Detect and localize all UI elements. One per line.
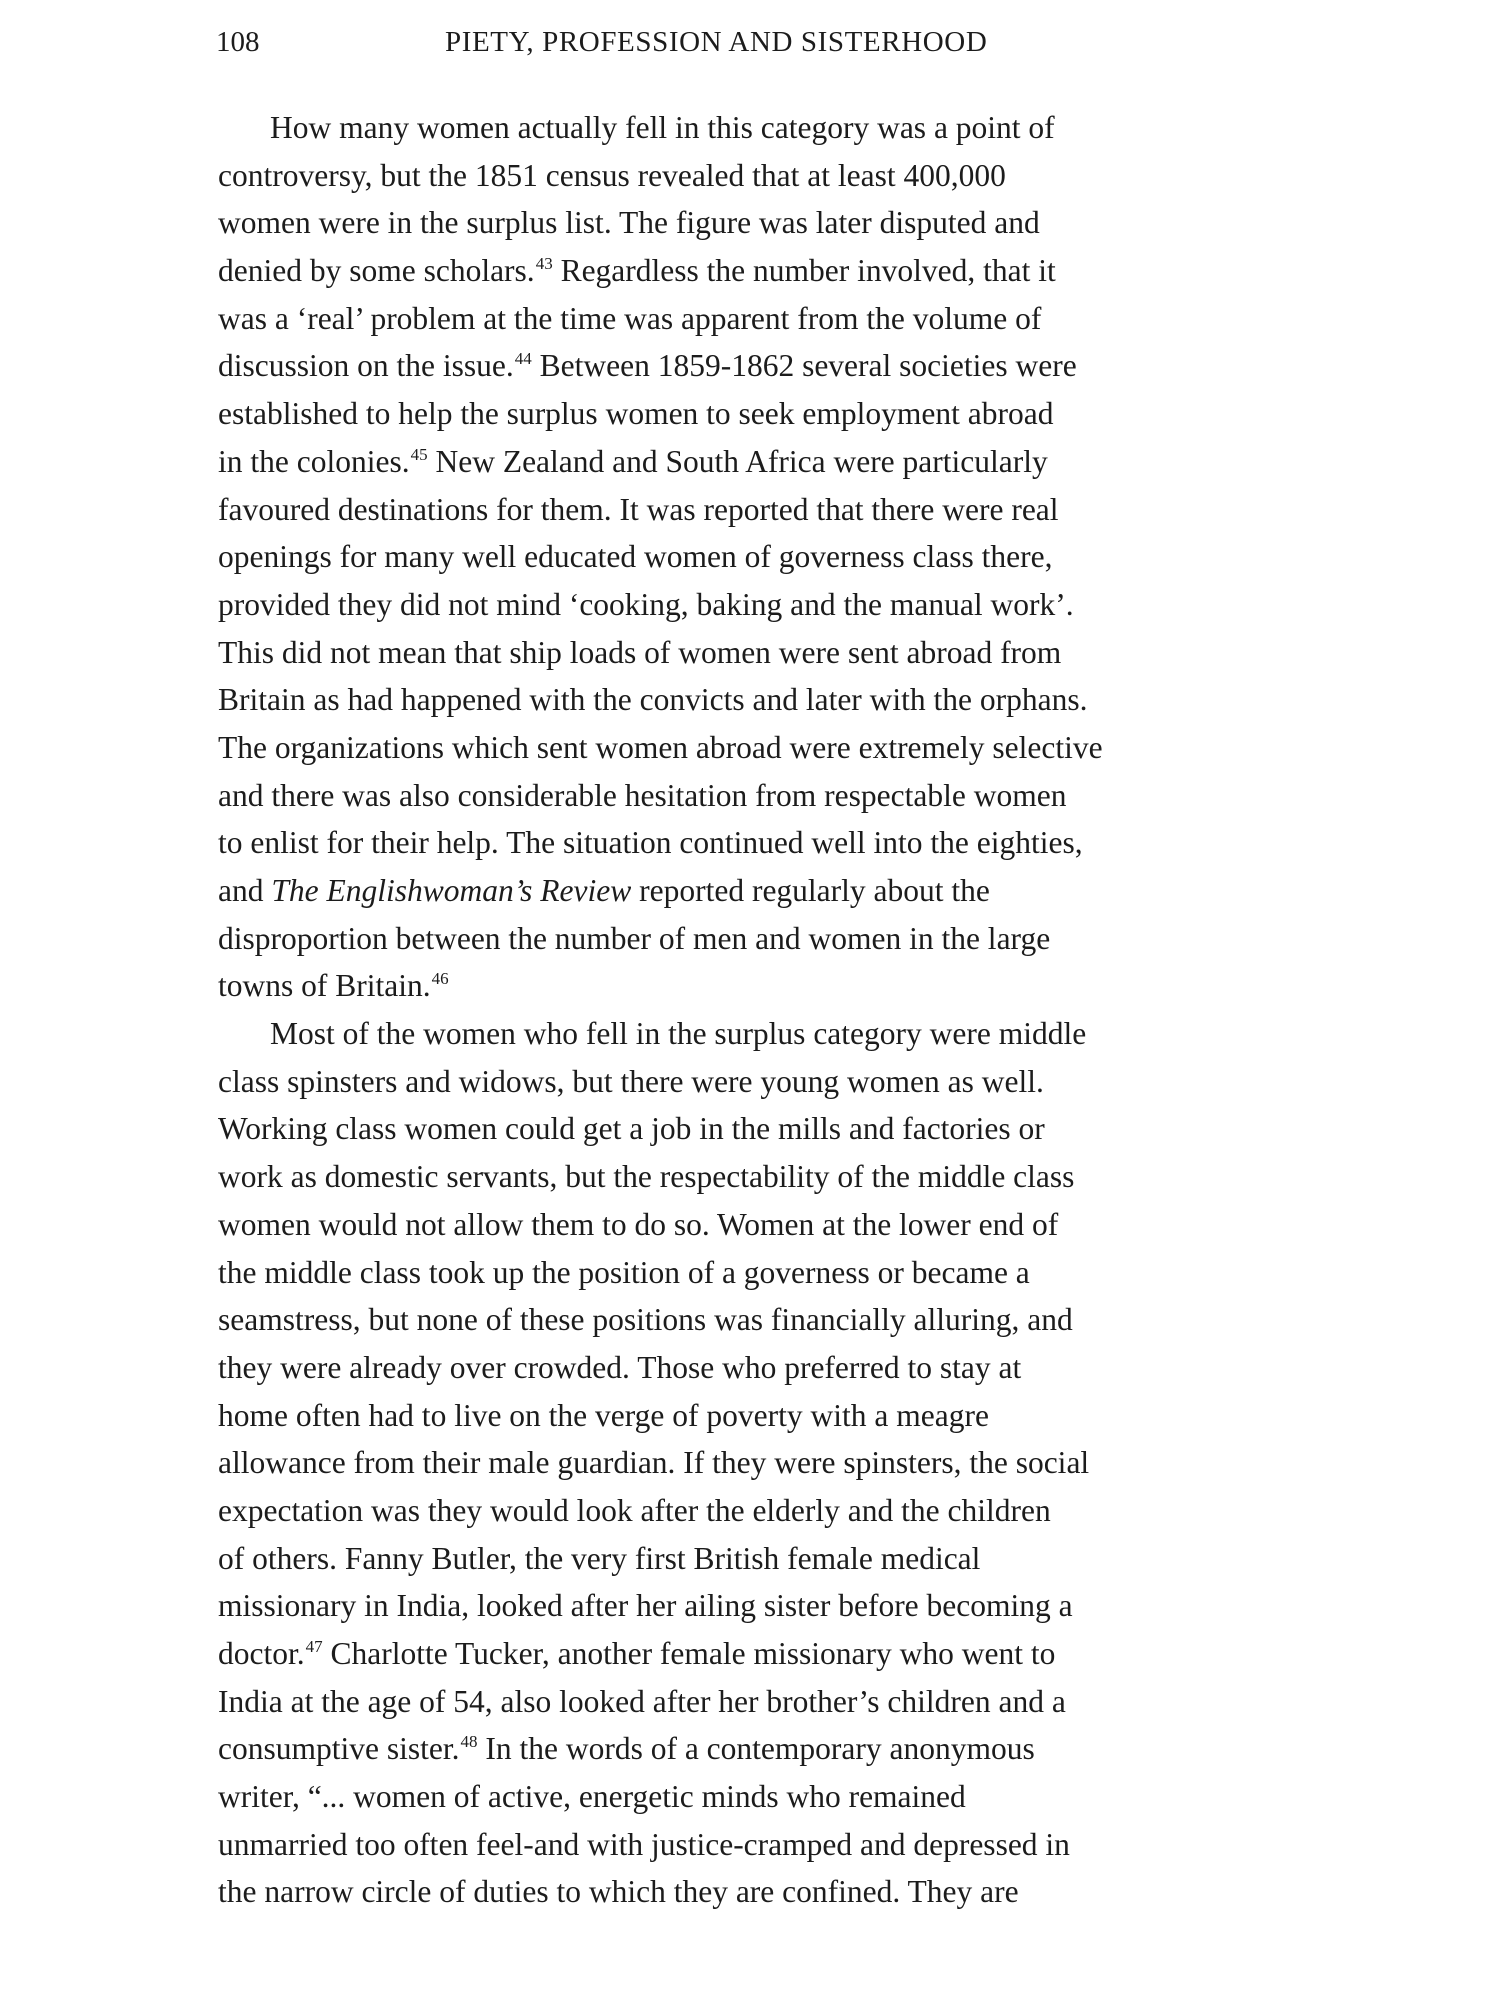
text-line	[218, 1725, 1273, 1773]
footnote-ref: 46	[431, 969, 449, 989]
text-line	[218, 486, 1273, 534]
text-line	[218, 1201, 1273, 1249]
text-segment: Between 1859-1862 several societies were	[531, 348, 1077, 384]
text-segment: favoured destinations for them. It was reported that there were real	[218, 491, 1059, 527]
text-segment: Regardless the number involved, that it	[552, 253, 1056, 289]
text-segment: This did not mean that ship loads of women were sent abroad from	[218, 634, 1062, 670]
text-segment: class spinsters and widows, but there were young women as well.	[218, 1063, 1044, 1099]
footnote-ref: 43	[535, 254, 553, 274]
text-line	[218, 199, 1273, 247]
text-line	[218, 1773, 1273, 1821]
text-line	[218, 533, 1273, 581]
text-segment: writer, “... women of active, energetic minds who remained	[218, 1779, 966, 1815]
text-segment: expectation was they would look after the elderly and the children	[218, 1492, 1051, 1528]
text-segment: seamstress, but none of these positions was financially alluring, and	[218, 1302, 1073, 1338]
text-line	[218, 1249, 1273, 1297]
text-segment: Britain as had happened with the convicts and later with the orphans.	[218, 682, 1088, 718]
text-line	[218, 962, 1273, 1010]
footnote-ref: 48	[460, 1732, 478, 1752]
text-segment: openings for many well educated women of governess class there,	[218, 539, 1053, 575]
text-segment: they were already over crowded. Those who preferred to stay at	[218, 1349, 1022, 1385]
text-segment: established to help the surplus women to seek employment abroad	[218, 396, 1054, 432]
text-segment: New Zealand and South Africa were particularly	[427, 443, 1048, 479]
text-segment: doctor.	[218, 1636, 305, 1671]
footnote-ref: 45	[410, 444, 428, 464]
text-line	[218, 104, 1273, 152]
text-line	[218, 1010, 1273, 1058]
text-segment: denied by some scholars.	[218, 253, 535, 289]
text-line	[218, 152, 1273, 200]
text-line	[218, 1344, 1273, 1392]
text-line	[218, 1058, 1273, 1106]
text-segment: controversy, but the 1851 census revealed that at least 400,000	[218, 157, 1006, 193]
text-segment: reported regularly about the	[631, 873, 990, 908]
text-segment: work as domestic servants, but the respectability of the middle class	[218, 1159, 1075, 1195]
text-line	[218, 247, 1273, 295]
paragraph	[218, 1010, 1273, 1916]
text-line	[218, 390, 1273, 438]
text-segment: women would not allow them to do so. Women at the lower end of	[218, 1206, 1059, 1242]
text-segment: missionary in India, looked after her ailing sister before becoming a	[218, 1588, 1073, 1624]
text-segment: the narrow circle of duties to which they are confined. They are	[218, 1874, 1019, 1910]
text-line	[218, 438, 1273, 486]
text-segment: unmarried too often feel-and with justice-cramped and depressed in	[218, 1826, 1070, 1862]
text-segment: consumptive sister.	[218, 1731, 460, 1767]
text-line	[218, 724, 1273, 772]
text-line	[218, 1392, 1273, 1440]
text-segment: In the words of a contemporary anonymous	[477, 1731, 1035, 1767]
body-text	[218, 104, 1273, 1916]
footnote-ref: 47	[305, 1637, 323, 1656]
text-segment: was a ‘real’ problem at the time was apparent from the volume of	[218, 300, 1042, 336]
text-segment: Most of the women who fell in the surplus category were middle	[270, 1016, 1087, 1052]
text-line	[218, 1868, 1273, 1916]
text-line	[218, 867, 1273, 915]
text-segment: women were in the surplus list. The figure was later disputed and	[218, 205, 1040, 241]
text-line	[218, 295, 1273, 343]
italic-title: The Englishwoman’s Review	[271, 873, 632, 908]
text-segment: allowance from their male guardian. If they were spinsters, the social	[218, 1445, 1090, 1481]
text-segment: How many women actually fell in this category was a point of	[270, 110, 1055, 145]
text-line	[218, 1487, 1273, 1535]
text-segment: discussion on the issue.	[218, 348, 514, 384]
page-number: 108	[216, 26, 260, 58]
text-segment: towns of Britain.	[218, 968, 431, 1004]
running-title: PIETY, PROFESSION AND SISTERHOOD	[445, 26, 988, 58]
text-segment: and there was also considerable hesitation from respectable women	[218, 777, 1067, 813]
text-line	[218, 772, 1273, 820]
text-segment: in the colonies.	[218, 443, 410, 479]
text-line	[218, 1439, 1273, 1487]
text-line	[218, 1630, 1273, 1678]
text-line	[218, 629, 1273, 677]
running-head	[216, 22, 1056, 62]
text-segment: The organizations which sent women abroad were extremely selective	[218, 729, 1103, 765]
text-segment: the middle class took up the position of a governess or became a	[218, 1254, 1030, 1290]
text-line	[218, 676, 1273, 724]
text-segment: home often had to live on the verge of poverty with a meagre	[218, 1397, 989, 1433]
text-segment: India at the age of 54, also looked after her brother’s children and a	[218, 1683, 1066, 1719]
text-segment: and	[218, 873, 272, 908]
text-line	[218, 1153, 1273, 1201]
text-line	[218, 1582, 1273, 1630]
text-segment: Working class women could get a job in the mills and factories or	[218, 1111, 1045, 1147]
text-segment: of others. Fanny Butler, the very first British female medical	[218, 1540, 981, 1576]
text-line	[218, 915, 1273, 963]
text-segment: Charlotte Tucker, another female missionary who went to	[322, 1636, 1056, 1671]
text-line	[218, 1105, 1273, 1153]
text-line	[218, 819, 1273, 867]
footnote-ref: 44	[514, 349, 532, 369]
text-segment: disproportion between the number of men and women in the large	[218, 920, 1051, 956]
text-line	[218, 1296, 1273, 1344]
text-line	[218, 1535, 1273, 1583]
text-segment: to enlist for their help. The situation continued well into the eighties,	[218, 825, 1083, 861]
text-line	[218, 1821, 1273, 1869]
paragraph	[218, 104, 1273, 1010]
text-line	[218, 1678, 1273, 1726]
text-segment: provided they did not mind ‘cooking, baking and the manual work’.	[218, 586, 1074, 622]
text-line	[218, 342, 1273, 390]
text-line	[218, 581, 1273, 629]
